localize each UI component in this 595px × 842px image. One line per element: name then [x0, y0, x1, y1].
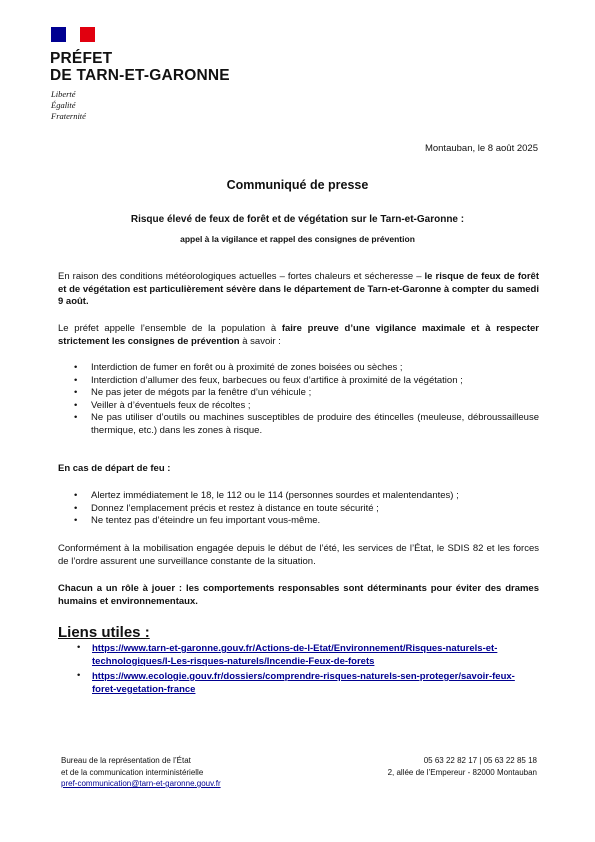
paragraph-intro-text: En raison des conditions météorologiques actuelles – fortes chaleurs et sécheresse –	[58, 271, 425, 282]
paragraph-appeal	[58, 323, 539, 348]
flag-white-band	[66, 27, 81, 42]
list-item: • Ne pas jeter de mégots par la fenêtre d’un véhicule ;	[58, 387, 539, 400]
depart-list	[58, 490, 539, 528]
list-item: • Ne pas utiliser d’outils ou machines susceptibles de produire des étincelles (meuleuse, débroussailleuse thermique, etc.) dans les zones à risque.	[58, 412, 539, 437]
document-date: Montauban, le 8 août 2025	[424, 143, 538, 154]
flag-blue-band	[51, 27, 66, 42]
liens-heading: Liens utiles :	[58, 624, 150, 641]
paragraph-appeal-bold: faire preuve d’une vigilance maximale et à respecter strictement les consignes de prévention	[58, 323, 539, 347]
depart-heading: En cas de départ de feu :	[58, 463, 171, 474]
list-item	[58, 643, 528, 668]
footer-bureau-line2: et de la communication interministérielle	[61, 767, 204, 777]
document-subtitle: Risque élevé de feux de forêt et de végétation sur le Tarn-et-Garonne :	[130, 214, 465, 225]
footer-contact-left	[61, 755, 221, 790]
links-list	[58, 643, 528, 699]
devise-egalite: Égalité	[51, 100, 76, 110]
paragraph-appeal-end: à savoir :	[239, 335, 281, 347]
flag-red-band	[80, 27, 95, 42]
paragraph-intro	[58, 271, 539, 309]
document-subtitle-secondary: appel à la vigilance et rappel des consignes de prévention	[180, 234, 415, 244]
prefet-title-line2: DE TARN-ET-GARONNE	[50, 67, 230, 84]
prefet-title-line1: PRÉFET	[50, 50, 113, 67]
devise-fraternite: Fraternité	[51, 111, 86, 121]
link-tarn-et-garonne[interactable]: https://www.tarn-et-garonne.gouv.fr/Actions-de-l-Etat/Environnement/Risques-naturels-et-technologiques/I-Les-risques-naturels/Incendie-Feux-de-forets	[92, 643, 498, 667]
paragraph-conclusion: Chacun a un rôle à jouer : les comportements responsables sont déterminants pour éviter des drames humains et environnementaux.	[58, 583, 539, 607]
consignes-list	[58, 362, 539, 438]
list-item: • Alertez immédiatement le 18, le 112 ou le 114 (personnes sourdes et malentendantes) ;	[58, 490, 539, 503]
list-item: • Interdiction d’allumer des feux, barbecues ou feux d’artifice à proximité de la végétation ;	[58, 375, 539, 388]
list-item: • Ne tentez pas d’éteindre un feu important vous-même.	[58, 515, 539, 528]
footer-phone: 05 63 22 82 17 | 05 63 22 85 18	[423, 756, 537, 765]
footer-bureau-line1: Bureau de la représentation de l’État	[61, 756, 191, 765]
document-title: Communiqué de presse	[226, 178, 369, 192]
paragraph-intro-bold: le risque de feux de forêt et de végétation est particulièrement sévère dans le département de Tarn-et-Garonne à compter du samedi 9 août.	[58, 271, 539, 308]
footer-address: 2, allée de l’Empereur - 82000 Montauban	[387, 767, 537, 777]
footer-contact-right	[388, 755, 537, 778]
republique-flag-logo	[51, 27, 95, 42]
devise-liberte: Liberté	[51, 89, 76, 99]
link-ecologie[interactable]: https://www.ecologie.gouv.fr/dossiers/comprendre-risques-naturels-sen-proteger/savoir-feux-foret-vegetation-france	[92, 671, 515, 695]
footer-email-link[interactable]: pref-communication@tarn-et-garonne.gouv.fr	[61, 779, 221, 788]
list-item: • Donnez l’emplacement précis et restez à distance en toute sécurité ;	[58, 503, 539, 516]
paragraph-appeal-text: Le préfet appelle l’ensemble de la population à	[58, 323, 282, 334]
list-item: • Veiller à d’éventuels feux de récoltes ;	[58, 400, 539, 413]
paragraph-mobilisation: Conformément à la mobilisation engagée depuis le début de l’été, les services de l’État, le SDIS 82 et les forces de l’ordre assurent une surveillance constante de la situation.	[58, 543, 539, 567]
list-item: • Interdiction de fumer en forêt ou à proximité de zones boisées ou sèches ;	[58, 362, 539, 375]
list-item	[58, 671, 528, 696]
